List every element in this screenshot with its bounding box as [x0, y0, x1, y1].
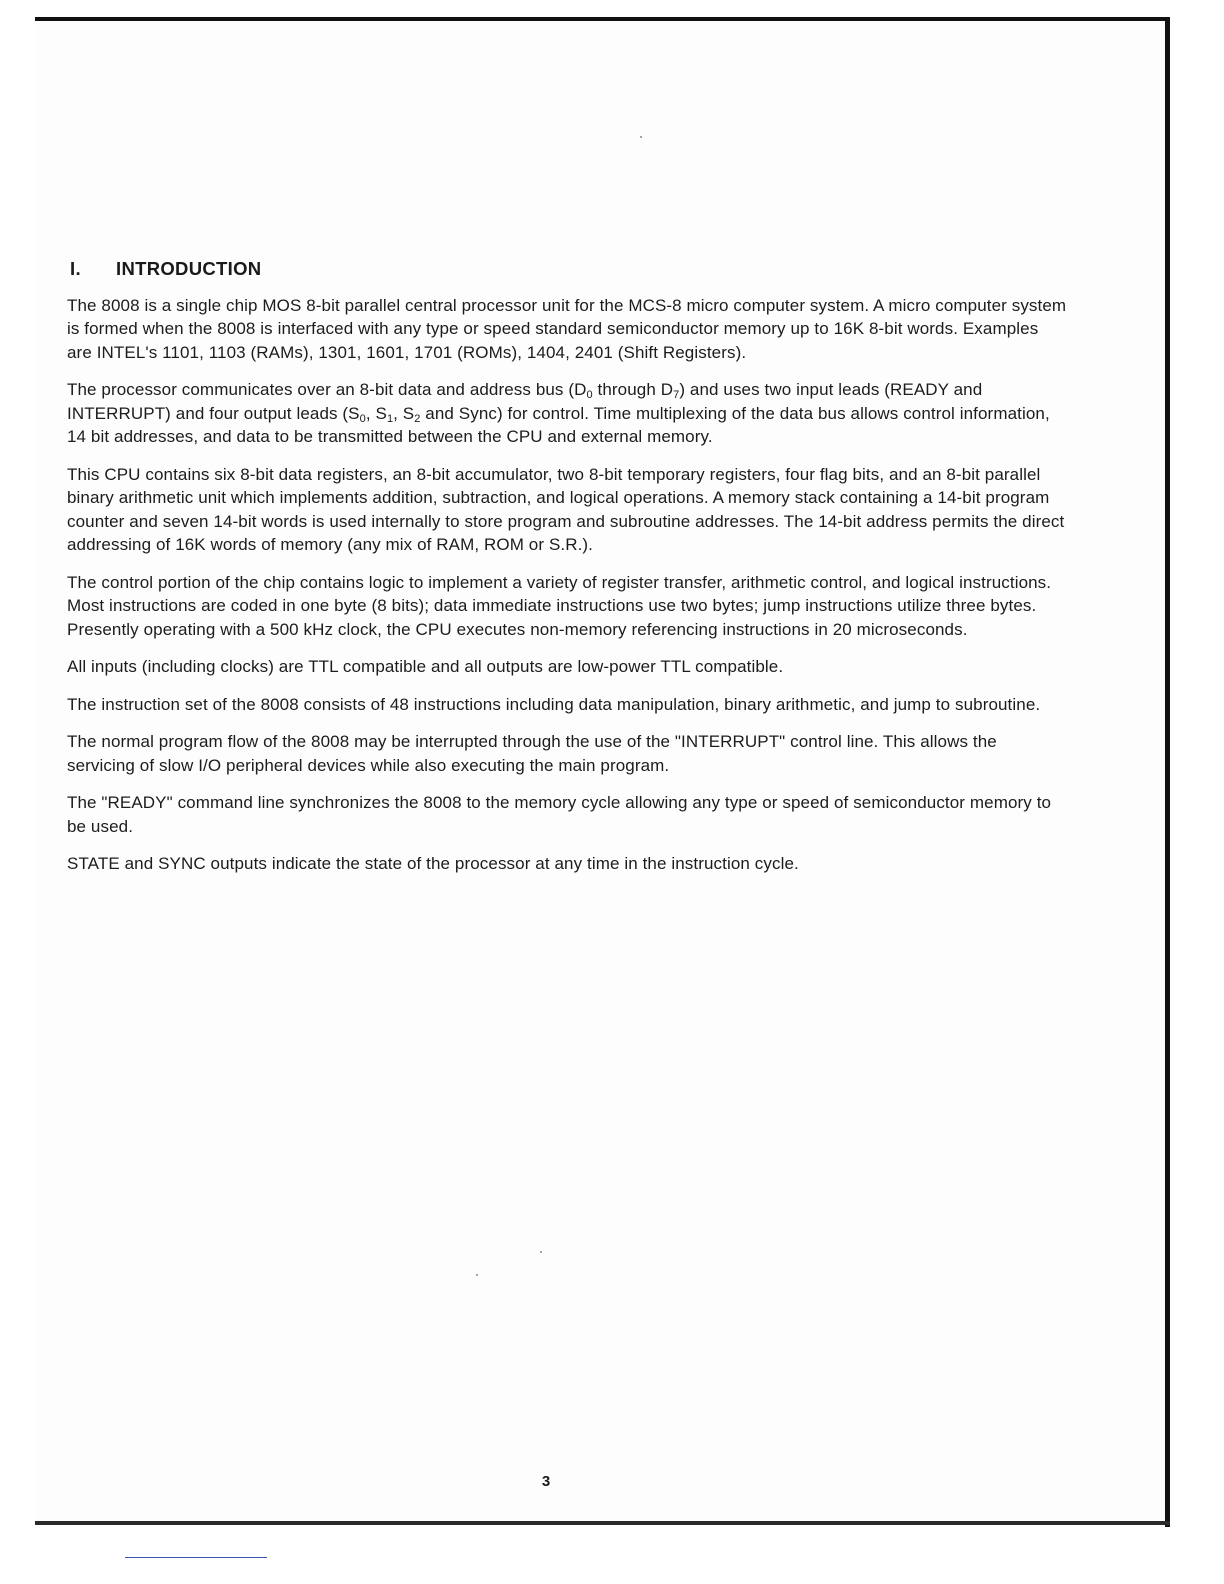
paragraph-interrupt: The normal program flow of the 8008 may be interrupted through the use of the "INTERRUPT" control line. This allows the servicing of slow I/O peripheral devices while also executing the main program. — [67, 732, 997, 775]
paragraph-overview: The 8008 is a single chip MOS 8-bit parallel central processor unit for the MCS-8 micro computer system. A micro computer system is formed when the 8008 is interfaced with any type or speed standard semiconductor memory up to 16K 8-bit words. Examples are INTEL's 1101, 1103 (RAMs), 1301, 1601, 1701 (ROMs), 1404, 2401 (Shift Registers). — [67, 295, 1067, 362]
scan-speck — [540, 1251, 542, 1253]
document-body — [67, 257, 1067, 890]
paragraph-ready: The "READY" command line synchronizes the 8008 to the memory cycle allowing any type or speed of semiconductor memory to be used. — [67, 793, 1052, 836]
section-heading — [70, 257, 1067, 281]
section-number: I. — [70, 258, 81, 279]
scan-artifact-line — [125, 1557, 267, 1558]
paragraph-ttl: All inputs (including clocks) are TTL compatible and all outputs are low-power TTL compatible. — [67, 657, 784, 676]
paragraph-bus-description: The processor communicates over an 8-bit data and address bus ($D_0$ through $D_7$) and uses two input leads (READY and INTERRUPT) and four output leads ($S_0$, $S_1$, $S_2$ and Sync) for control. Time multiplexing of the data bus allows control information, 14 bit addresses, and data to be transmitted between the CPU and external memory. — [67, 380, 1050, 446]
paragraph-state-sync: STATE and SYNC outputs indicate the state of the processor at any time in the instruction cycle. — [67, 854, 799, 873]
page-number: 3 — [541, 1473, 551, 1490]
scan-speck — [640, 136, 642, 138]
paragraph-registers: This CPU contains six 8-bit data registers, an 8-bit accumulator, two 8-bit temporary registers, four flag bits, and an 8-bit parallel binary arithmetic unit which implements addition, subtraction, and logical operations. A memory stack containing a 14-bit program counter and seven 14-bit words is used internally to store program and subroutine addresses. The 14-bit address permits the direct addressing of 16K words of memory (any mix of RAM, ROM or S.R.). — [67, 464, 1065, 554]
paragraph-instruction-set: The instruction set of the 8008 consists of 48 instructions including data manipulation, binary arithmetic, and jump to subroutine. — [67, 694, 1041, 714]
page-bottom-edge — [35, 1521, 1170, 1525]
section-title: INTRODUCTION — [116, 258, 262, 279]
paragraph-control: The control portion of the chip contains logic to implement a variety of register transfer, arithmetic control, and logical instructions. Most instructions are coded in one byte (8 bits); data immediate instructions use two bytes; jump instructions utilize three bytes. Presently operating with a 500 kHz clock, the CPU executes non-memory referencing instructions in 20 microseconds. — [67, 572, 1052, 639]
scan-speck — [476, 1274, 478, 1276]
